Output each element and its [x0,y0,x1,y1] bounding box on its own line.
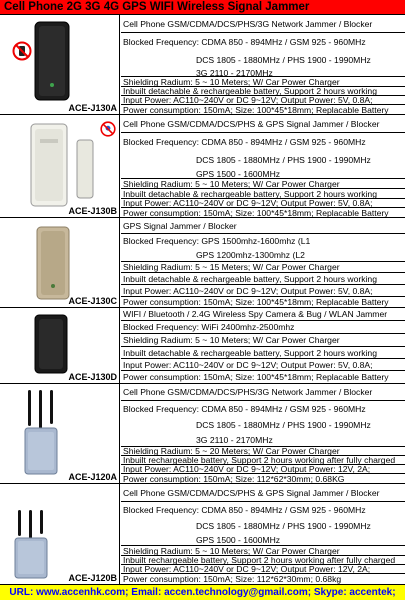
jammer-device-image [36,226,70,300]
product-specs [121,15,405,114]
jammer-device-image [76,139,94,199]
spec-frequency-cont: DCS 1805 - 1880MHz / PHS 1900 - 1990MHz [196,55,371,65]
spec-battery: Inbuilt detachable & rechargeable battery, Support 2 hours working [121,189,405,199]
product-specs [121,308,405,383]
spec-consumption: Power consumption: 150mA; Size: 100*45*18mm; Replacable Battery [123,105,389,115]
spec-frequency-cont: 3G 2110 - 2170MHz [121,433,405,447]
spec-shielding: Shielding Radium: 5 ~ 20 Meters; W/ Car Power Charger [121,447,405,456]
spec-consumption: Power consumption: 150mA; Size: 100*45*18mm; Replacable Battery [123,208,389,218]
spec-frequency-cont: DCS 1805 - 1880MHz / PHS 1900 - 1990MHz [196,420,371,430]
product-image-cell [0,15,120,114]
spec-battery: Inbuilt detachable & rechargeable battery, Support 2 hours working [121,87,405,96]
jammer-device-image [34,314,68,374]
spec-consumption: Power consumption: 150mA; Size: 112*62*30mm; 0.68kg [123,574,342,584]
spec-title: GPS Signal Jammer / Blocker [121,218,405,234]
product-specs [121,115,405,217]
product-specs [121,384,405,483]
product-row [0,15,405,115]
spec-battery: Inbuilt detachable & rechargeable battery, Support 2 hours working [121,347,405,359]
spec-frequency: Blocked Frequency: CDMA 850 - 894MHz / GSM 925 - 960MHz [123,505,366,515]
spec-title: Cell Phone GSM/CDMA/DCS/PHS/3G Network Jammer / Blocker [121,15,405,33]
spec-frequency: Blocked Frequency: GPS 1500mhz-1600mhz (L1 [123,236,311,246]
product-image-cell [0,115,120,217]
product-row [0,218,405,308]
spec-frequency: Blocked Frequency: CDMA 850 - 894MHz / GSM 925 - 960MHz [123,404,366,414]
product-image-cell [0,308,120,383]
spec-shielding: Shielding Radium: 5 ~ 15 Meters; W/ Car Power Charger [121,262,405,273]
product-image-cell [0,484,120,584]
spec-title: Cell Phone GSM/CDMA/DCS/PHS/3G Network Jammer / Blocker [121,384,405,401]
spec-frequency: Blocked Frequency: WiFi 2400mhz-2500mhz [121,321,405,334]
product-specs [121,218,405,307]
contact-footer [0,584,405,600]
product-row [0,308,405,384]
jammer-device-image [34,21,70,101]
spec-input-power: Input Power: AC110~240V or DC 9~12V; Output Power: 12V, 2A; [121,565,405,574]
no-gps-sign-icon [100,121,116,137]
spec-frequency-cont: 3G 2110 - 2170MHz [121,69,405,77]
spec-input-power: Input Power: AC110~240V or DC 9~12V; Output Power: 12V, 2A; [121,465,405,474]
jammer-device-image [14,510,48,580]
title-banner [0,0,405,15]
spec-title: Cell Phone GSM/CDMA/DCS/PHS & GPS Signal Jammer / Blocker [121,115,405,133]
spec-consumption: Power consumption: 150mA; Size: 100*45*18mm; Replacable Battery [123,297,389,307]
product-model: ACE-J120A [68,472,117,482]
spec-input-power: Input Power: AC110~240V or DC 9~12V; Output Power: 5V, 0.8A; [121,96,405,105]
product-model: ACE-J130C [68,296,117,306]
product-model: ACE-J120B [68,573,117,583]
spec-frequency: Blocked Frequency: CDMA 850 - 894MHz / GSM 925 - 960MHz [123,137,366,147]
product-image-cell [0,384,120,483]
product-model: ACE-J130D [68,372,117,382]
spec-battery: Inbuilt rechargeable battery, Support 2 hours working after fully charged [121,456,405,465]
contact-info: URL: www.accenhk.com; Email: accen.technology@gmail.com; Skype: accentek; [9,587,396,598]
product-row [0,115,405,218]
spec-input-power: Input Power: AC110~240V or DC 9~12V; Output Power: 5V, 0.8A; [121,285,405,297]
spec-title: WIFI / Bluetooth / 2.4G Wireless Spy Camera & Bug / WLAN Jammer [121,308,405,321]
spec-title: Cell Phone GSM/CDMA/DCS/PHS & GPS Signal Jammer / Blocker [121,484,405,502]
spec-shielding: Shielding Radium: 5 ~ 10 Meters; W/ Car Power Charger [121,179,405,189]
product-image-cell [0,218,120,307]
spec-shielding: Shielding Radium: 5 ~ 10 Meters; W/ Car Power Charger [121,334,405,347]
spec-frequency-cont: GPS 1500 - 1600MHz [121,169,405,179]
jammer-device-image [24,390,58,476]
spec-frequency-cont: DCS 1805 - 1880MHz / PHS 1900 - 1990MHz [196,155,371,165]
product-row [0,484,405,584]
spec-input-power: Input Power: AC110~240V or DC 9~12V; Output Power: 5V, 0.8A; [121,199,405,208]
spec-battery: Inbuilt rechargeable battery, Support 2 hours working after fully charged [121,556,405,565]
spec-input-power: Input Power: AC110~240V or DC 9~12V; Output Power: 5V, 0.8A; [121,359,405,371]
product-row [0,384,405,484]
spec-consumption: Power consumption: 150mA; Size: 100*45*18mm; Replacable Battery [123,372,389,382]
spec-battery: Inbuilt detachable & rechargeable battery, Support 2 hours working [121,273,405,285]
spec-consumption: Power consumption: 150mA; Size: 112*62*30mm; 0.68KG [123,474,345,484]
spec-frequency-cont: GPS 1200mhz-1300mhz (L2 [121,248,405,262]
product-model: ACE-J130B [68,206,117,216]
spec-frequency-cont: GPS 1500 - 1600MHz [121,534,405,546]
jammer-device-image [30,123,68,207]
page-title: Cell Phone 2G 3G 4G GPS WIFI Wireless Signal Jammer [4,1,310,13]
no-phone-sign-icon [12,41,32,61]
product-specs [121,484,405,584]
spec-frequency: Blocked Frequency: CDMA 850 - 894MHz / GSM 925 - 960MHz [123,37,366,47]
spec-frequency-cont: DCS 1805 - 1880MHz / PHS 1900 - 1990MHz [196,521,371,531]
product-model: ACE-J130A [68,103,117,113]
spec-shielding: Shielding Radium: 5 ~ 10 Meters; W/ Car Power Charger [121,546,405,556]
spec-shielding: Shielding Radium: 5 ~ 10 Meters; W/ Car Power Charger [121,77,405,87]
